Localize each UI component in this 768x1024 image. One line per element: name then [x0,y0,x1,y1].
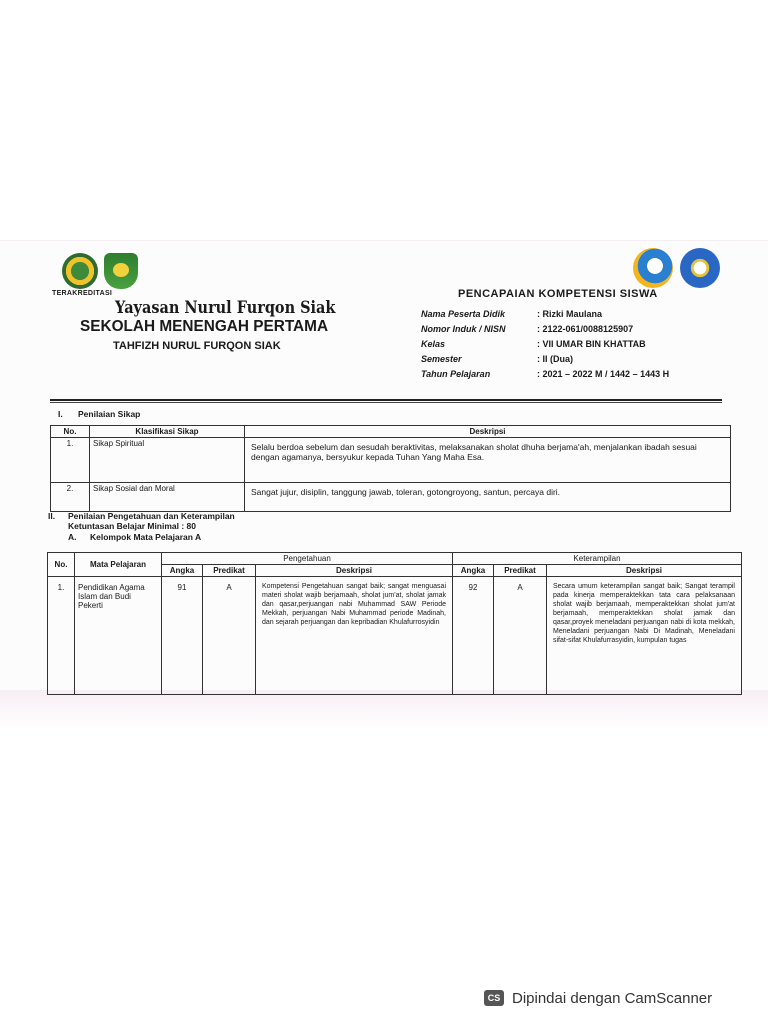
row-deskripsi: Selalu berdoa sebelum dan sesudah beraktivitas, melaksanakan sholat dhuha berjama'ah, menjalankan ibadah sesuai dengan agamanya, bersyukur kepada Tuhan Yang Maha Esa. [245,438,731,483]
table-row [51,483,731,512]
info-value: : II (Dua) [537,354,573,364]
col-p-angka: Angka [162,565,203,577]
row-no: 2. [51,483,90,512]
row-no: 1. [48,577,75,695]
header-divider [50,399,722,401]
camscanner-icon: CS [484,990,504,1006]
student-info-row [421,309,669,324]
section2-number: II. [48,511,56,521]
school-name: SEKOLAH MENENGAH PERTAMA [80,318,329,335]
col-no: No. [51,426,90,438]
group-letter: A. [68,532,77,542]
section1-number: I. [58,409,63,419]
row-no: 1. [51,438,90,483]
table-row [48,577,742,695]
row-k-deskripsi: Secara umum keterampilan sangat baik; Sangat terampil pada kinerja memperaktekkan tata cara pelaksanaan sholat wajib berjamaah, memperaktekkan sholat jum'at berjamaah, memperaktekkan sholat jamak dan qasar,proyek meneladani perjuangan nabi di kota mekkah, Meneladani perjuangan Nabi Di Madinah, Meneladani sifat-sifat Khulafurrasyidin, kumpulan tugas [547,577,742,695]
info-value: : 2021 – 2022 M / 1442 – 1443 H [537,369,670,379]
siak-regency-emblem-icon [104,253,138,289]
row-k-predikat: A [494,577,547,695]
header-divider-thin [50,402,722,403]
student-info [421,309,669,384]
table-header-row [48,553,742,565]
col-pengetahuan: Pengetahuan [162,553,453,565]
accreditation-logo-icon [62,253,98,289]
col-k-deskripsi: Deskripsi [547,565,742,577]
student-info-row [421,339,669,354]
info-label: Semester [421,354,462,364]
scan-edge [0,690,768,730]
info-label: Tahun Pelajaran [421,369,491,379]
section2-title: Penilaian Pengetahuan dan Keterampilan [68,511,235,521]
col-keterampilan: Keterampilan [453,553,742,565]
report-title: PENCAPAIAN KOMPETENSI SISWA [458,288,658,300]
row-p-angka: 91 [162,577,203,695]
row-k-angka: 92 [453,577,494,695]
col-p-deskripsi: Deskripsi [256,565,453,577]
knowledge-skill-table [47,552,742,695]
student-info-row [421,354,669,369]
accreditation-label: TERAKREDITASI [52,290,113,297]
row-klasifikasi: Sikap Sosial dan Moral [90,483,245,512]
col-mapel: Mata Pelajaran [75,553,162,577]
camscanner-text: Dipindai dengan CamScanner [512,989,713,1007]
col-k-angka: Angka [453,565,494,577]
row-p-predikat: A [203,577,256,695]
row-klasifikasi: Sikap Spiritual [90,438,245,483]
info-label: Nama Peserta Didik [421,309,506,319]
info-value: : Rizki Maulana [537,309,603,319]
section1-title: Penilaian Sikap [78,409,141,419]
col-p-predikat: Predikat [203,565,256,577]
info-label: Kelas [421,339,446,349]
col-k-predikat: Predikat [494,565,547,577]
info-value: : VII UMAR BIN KHATTAB [537,339,646,349]
group-title: Kelompok Mata Pelajaran A [90,532,202,542]
kbm-label: Ketuntasan Belajar Minimal : 80 [68,521,197,531]
student-info-row [421,324,669,339]
attitude-table [50,425,731,512]
camscanner-watermark [484,985,756,1011]
row-deskripsi: Sangat jujur, disiplin, tanggung jawab, toleran, gotongroyong, santun, percaya diri. [245,483,731,512]
kemdikbud-emblem-icon [680,248,720,288]
col-klasifikasi: Klasifikasi Sikap [90,426,245,438]
row-p-deskripsi: Kompetensi Pengetahuan sangat baik; sangat menguasai materi sholat wajib berjamaah, sholat jum'at, sholat jamak dan qasar,perjuangan nabi Muhammad SAW Periode Mekkah, perjuangan Nabi Muhammad periode Madinah, dan sejarah perjuangan dan kepribadian Khulafurrosyidin [256,577,453,695]
col-no: No. [48,553,75,577]
tut-wuri-handayani-logo-icon [633,248,673,288]
table-row [51,438,731,483]
col-deskripsi: Deskripsi [245,426,731,438]
school-subtitle: TAHFIZH NURUL FURQON SIAK [113,340,281,352]
info-value: : 2122-061/0088125907 [537,324,634,334]
table-header-row [51,426,731,438]
student-info-row [421,369,669,384]
foundation-name: Yayasan Nurul Furqon Siak [115,298,336,318]
info-label: Nomor Induk / NISN [421,324,506,334]
row-mapel: Pendidikan Agama Islam dan Budi Pekerti [75,577,162,695]
